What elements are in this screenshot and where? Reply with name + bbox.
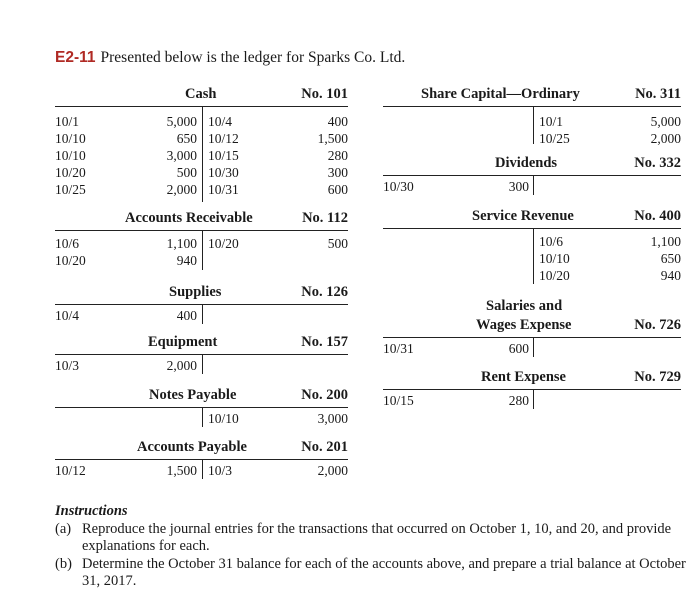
credit-amount: 3,000	[317, 411, 348, 426]
debit-amount: 1,100	[166, 236, 197, 251]
credit-amount: 280	[327, 148, 348, 163]
ledger-row	[55, 147, 348, 164]
t-account-service-revenue	[383, 206, 681, 286]
exercise-code: E2-11	[55, 49, 96, 66]
credit-amount: 5,000	[650, 114, 681, 129]
account-name-line1: Salaries and	[486, 298, 563, 314]
ledger-row	[383, 250, 681, 267]
debit-date: 10/20	[55, 165, 86, 180]
ledger-row	[383, 130, 681, 147]
instruction-text: Determine the October 31 balance for each of the accounts above, and prepare a trial balance at October 31, 2017.	[82, 555, 686, 589]
t-account-dividends	[383, 153, 681, 199]
t-account-supplies	[55, 282, 348, 328]
t-account-share-capital	[383, 84, 681, 148]
t-account-accounts-payable	[55, 437, 348, 483]
t-account-notes-payable	[55, 385, 348, 431]
debit-date: 10/10	[55, 148, 86, 163]
credit-amount: 300	[327, 165, 348, 180]
debit-amount: 5,000	[166, 114, 197, 129]
debit-amount: 2,000	[166, 358, 197, 373]
instruction-item-a	[55, 521, 690, 556]
account-number: No. 200	[301, 387, 348, 403]
debit-amount: 300	[508, 179, 529, 194]
t-account-rule	[383, 337, 681, 338]
ledger-row	[55, 181, 348, 198]
credit-date: 10/15	[208, 148, 239, 163]
debit-amount: 1,500	[166, 463, 197, 478]
debit-date: 10/15	[383, 393, 414, 408]
ledger-row	[55, 462, 348, 479]
account-number: No. 126	[301, 284, 348, 300]
debit-amount: 2,000	[166, 182, 197, 197]
debit-date: 10/25	[55, 182, 86, 197]
ledger-row	[55, 113, 348, 130]
debit-date: 10/20	[55, 253, 86, 268]
credit-date: 10/1	[539, 114, 564, 129]
account-number: No. 729	[634, 369, 681, 385]
credit-date: 10/10	[208, 411, 239, 426]
credit-date: 10/25	[539, 131, 570, 146]
debit-amount: 650	[176, 131, 197, 146]
credit-amount: 400	[327, 114, 348, 129]
debit-date: 10/6	[55, 236, 80, 251]
account-name: Service Revenue	[472, 208, 574, 224]
instruction-marker: (a)	[55, 520, 72, 537]
t-account-accounts-receivable	[55, 208, 348, 274]
instructions	[55, 503, 690, 591]
ledger-row	[383, 392, 681, 409]
t-account-rule	[383, 389, 681, 390]
debit-date: 10/4	[55, 308, 80, 323]
ledger-row	[383, 233, 681, 250]
credit-date: 10/4	[208, 114, 233, 129]
account-name: Accounts Payable	[137, 439, 247, 455]
debit-amount: 3,000	[166, 148, 197, 163]
account-name: Supplies	[169, 284, 222, 300]
exercise-title-text: Presented below is the ledger for Sparks Co. Ltd.	[100, 49, 406, 66]
credit-date: 10/30	[208, 165, 239, 180]
credit-date: 10/20	[208, 236, 239, 251]
debit-amount: 500	[176, 165, 197, 180]
credit-amount: 1,100	[650, 234, 681, 249]
t-account-rent-expense	[383, 367, 681, 413]
account-name: Accounts Receivable	[125, 210, 253, 226]
account-name: Notes Payable	[149, 387, 237, 403]
account-number: No. 201	[301, 439, 348, 455]
instruction-marker: (b)	[55, 555, 72, 572]
instructions-heading: Instructions	[55, 503, 128, 519]
debit-date: 10/10	[55, 131, 86, 146]
debit-amount: 600	[508, 341, 529, 356]
credit-date: 10/20	[539, 268, 570, 283]
t-account-rule	[383, 175, 681, 176]
account-name: Equipment	[148, 334, 218, 350]
debit-date: 10/3	[55, 358, 80, 373]
exercise-title	[55, 49, 405, 67]
credit-amount: 2,000	[650, 131, 681, 146]
ledger-row	[55, 357, 348, 374]
credit-amount: 650	[660, 251, 681, 266]
account-number: No. 726	[634, 317, 681, 333]
ledger-row	[383, 340, 681, 357]
credit-date: 10/10	[539, 251, 570, 266]
credit-date: 10/3	[208, 463, 233, 478]
debit-amount: 280	[508, 393, 529, 408]
credit-amount: 500	[327, 236, 348, 251]
ledger-row	[55, 307, 348, 324]
debit-amount: 400	[176, 308, 197, 323]
credit-amount: 2,000	[317, 463, 348, 478]
credit-date: 10/31	[208, 182, 239, 197]
account-number: No. 332	[634, 155, 681, 171]
debit-date: 10/12	[55, 463, 86, 478]
ledger-row	[383, 113, 681, 130]
t-account-rule	[383, 228, 681, 229]
account-name: Share Capital—Ordinary	[421, 86, 580, 102]
t-account-cash	[55, 84, 348, 205]
instruction-item-b	[55, 556, 690, 591]
ledger-row	[55, 130, 348, 147]
ledger-row	[55, 252, 348, 269]
credit-amount: 600	[327, 182, 348, 197]
t-account-equipment	[55, 332, 348, 378]
account-name: Rent Expense	[481, 369, 566, 385]
account-number: No. 311	[635, 86, 681, 102]
ledger-row	[55, 235, 348, 252]
ledger-row	[383, 178, 681, 195]
account-name-line2: Wages Expense	[476, 317, 572, 333]
account-name: Dividends	[495, 155, 558, 171]
credit-amount: 1,500	[317, 131, 348, 146]
account-number: No. 112	[302, 210, 348, 226]
ledger-row	[55, 410, 348, 427]
instruction-text: Reproduce the journal entries for the transactions that occurred on October 1, 10, and 20, and provide explanations for each.	[82, 520, 672, 554]
account-number: No. 400	[634, 208, 681, 224]
ledger-row	[55, 164, 348, 181]
debit-date: 10/31	[383, 341, 414, 356]
account-number: No. 157	[301, 334, 348, 350]
account-number: No. 101	[301, 86, 348, 102]
account-name: Cash	[185, 86, 217, 102]
t-account-rule	[383, 106, 681, 107]
t-account-salaries-wages	[383, 298, 681, 360]
debit-amount: 940	[176, 253, 197, 268]
credit-date: 10/12	[208, 131, 239, 146]
debit-date: 10/1	[55, 114, 80, 129]
credit-date: 10/6	[539, 234, 564, 249]
debit-date: 10/30	[383, 179, 414, 194]
ledger-row	[383, 267, 681, 284]
credit-amount: 940	[660, 268, 681, 283]
